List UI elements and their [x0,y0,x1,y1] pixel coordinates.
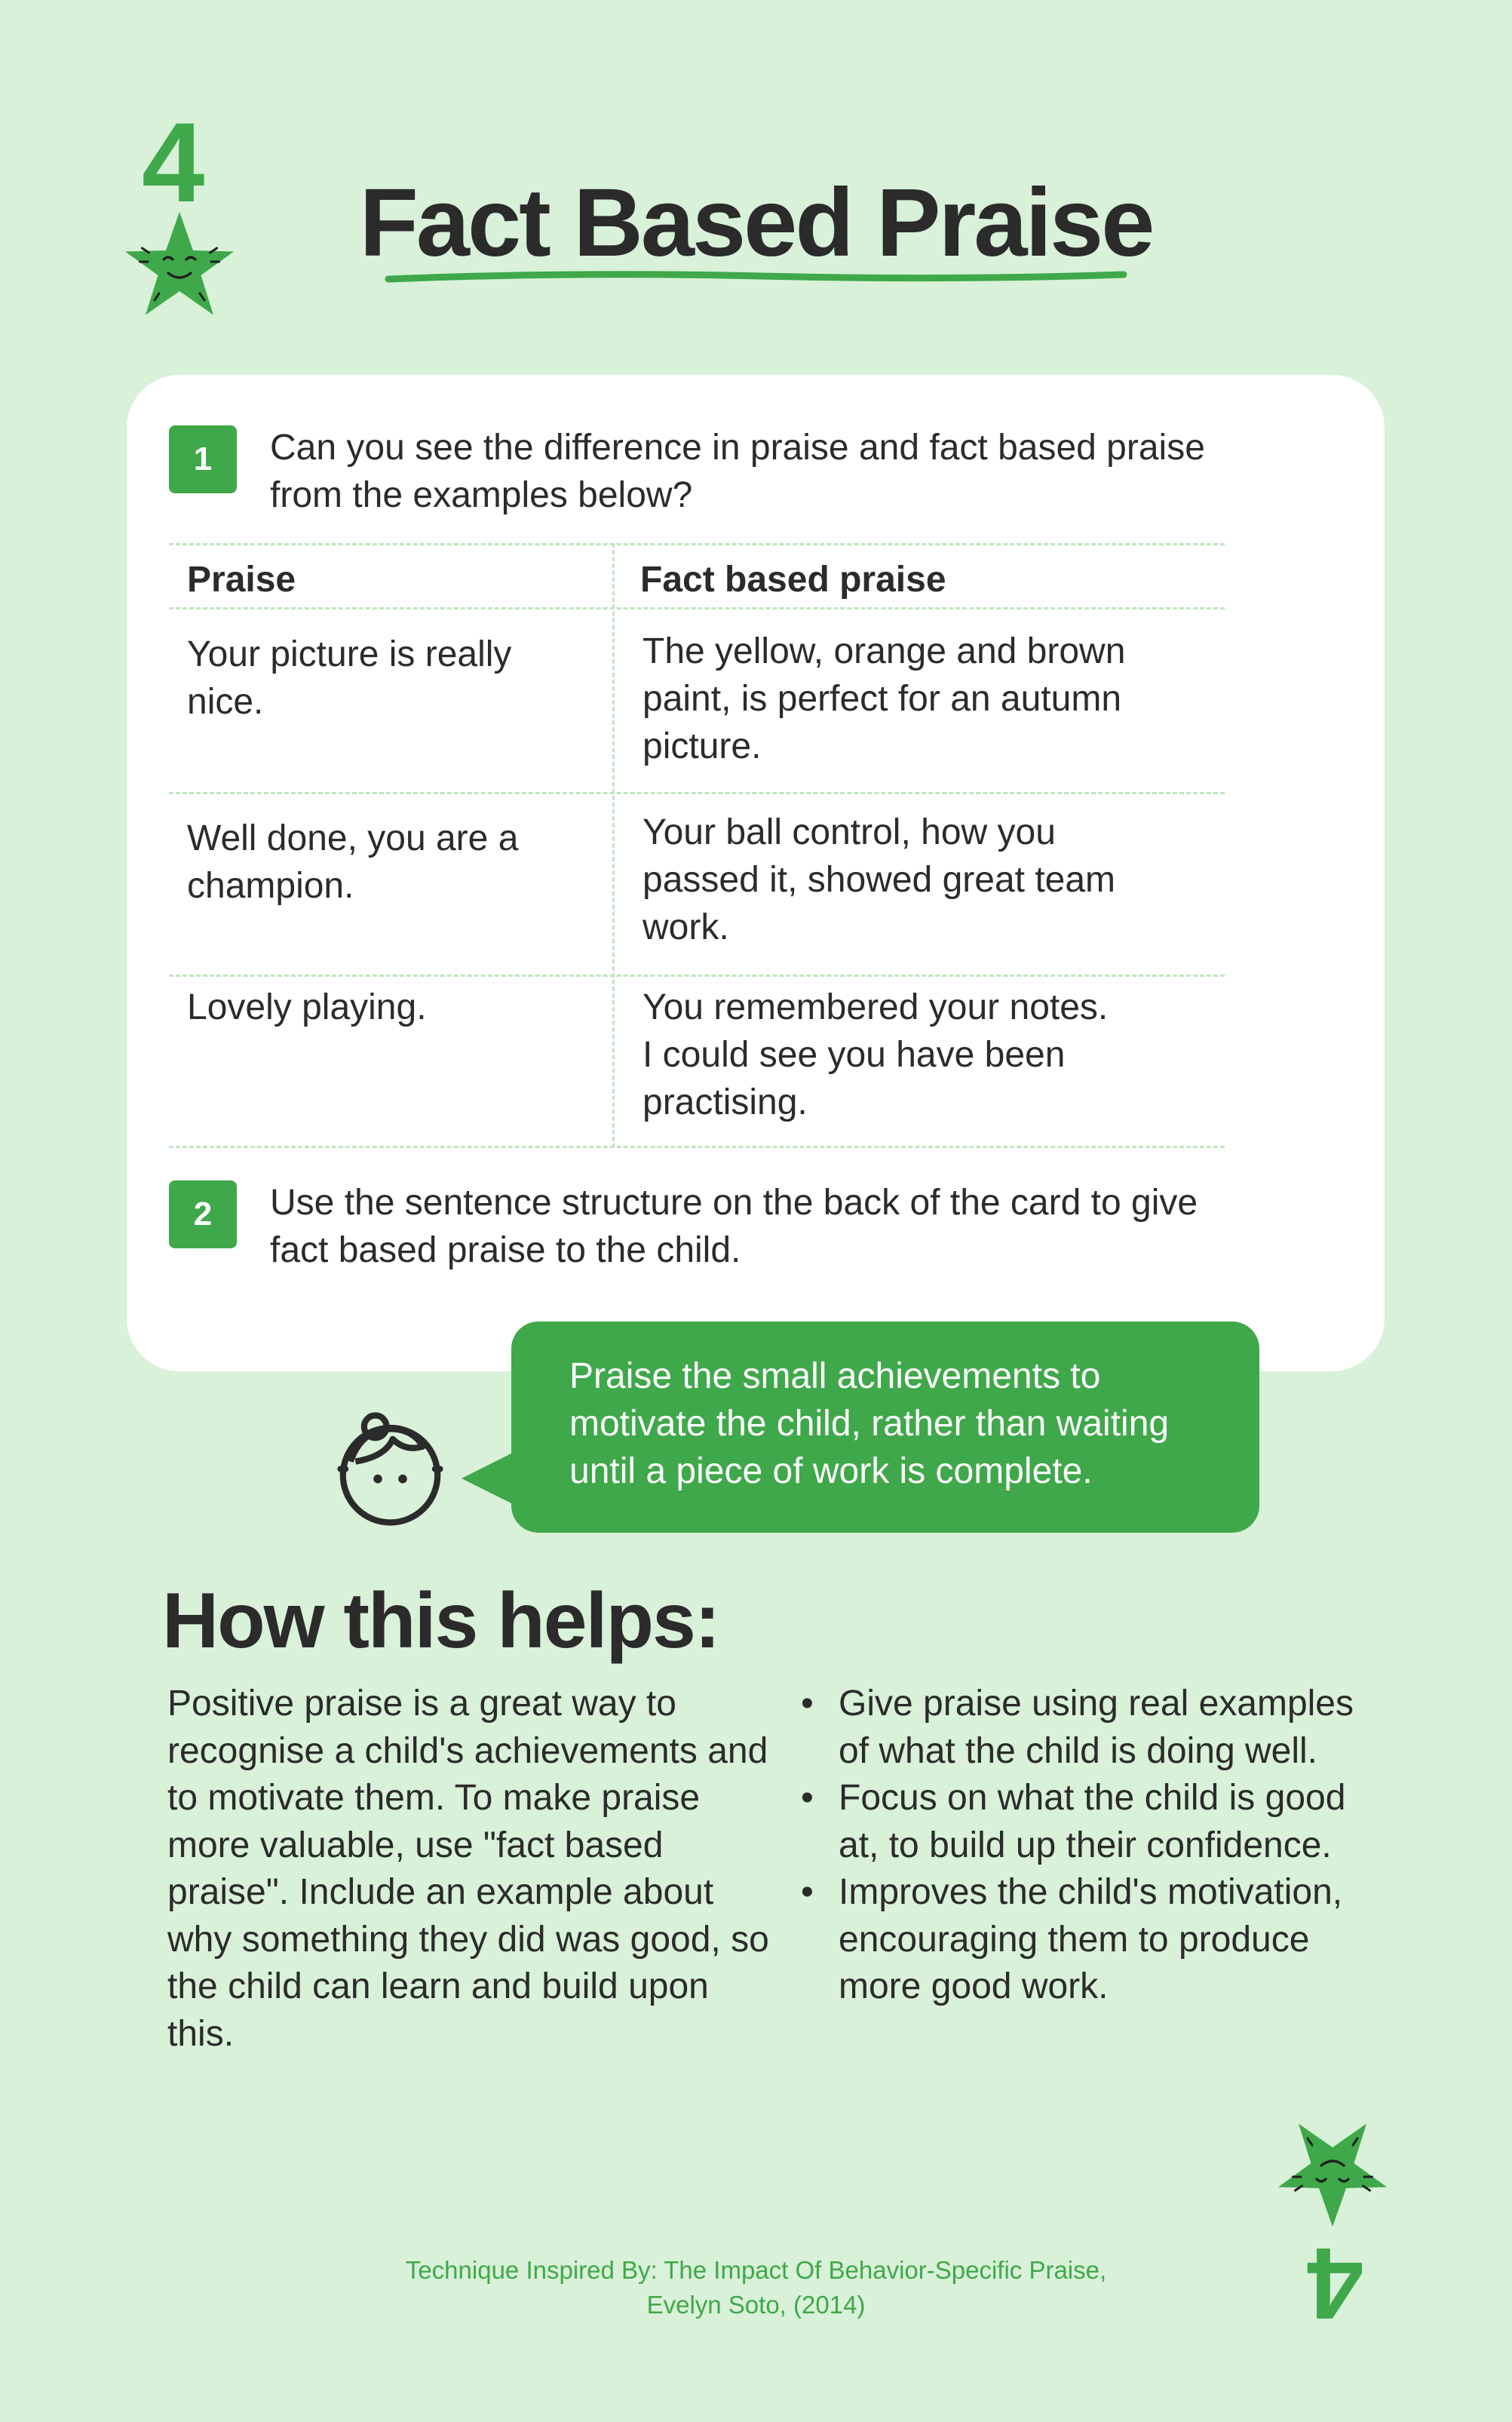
list-item: • Improves the child's motivation, encouraging them to produce more good work. [801,1869,1382,2011]
list-item: • Focus on what the child is good at, to build up their confidence. [801,1775,1382,1869]
step-2-text: Use the sentence structure on the back of the card to give fact based praise to the child. [270,1183,1198,1270]
footer-line-1: Technique Inspired By: The Impact Of Behavior-Specific Praise, [405,2256,1107,2284]
table-cell: Well done, you are a champion. [187,818,519,906]
step-1-text: Can you see the difference in praise and fact based praise from the examples below? [270,428,1205,515]
table-cell: The yellow, orange and brown paint, is perfect for an autumn picture. [643,631,1126,766]
table-cell: Your picture is really nice. [187,634,512,722]
table-divider [169,975,1225,977]
bubble-tail [462,1448,522,1509]
table-column-divider [612,543,615,1148]
list-item: • Give praise using real examples of what the child is doing well. [801,1681,1382,1775]
helps-paragraph: Positive praise is a great way to recognise a child's achievements and to motivate them. To make praise more valuable, use "fact based praise". Include an example about why something they did was good, so the child can learn and build upon this. [167,1684,769,2054]
table-cell: Your ball control, how you passed it, showed great team work. [643,812,1116,947]
table-divider [169,1146,1225,1148]
praise-comparison-table [169,543,1225,1148]
title-underline [385,266,1127,288]
child-face-icon [328,1407,452,1531]
star-mascot-icon [1276,2116,1389,2229]
step-badge-2: 2 [169,1180,237,1248]
footer-line-2: Evelyn Soto, (2014) [646,2291,866,2319]
tip-text: Praise the small achievements to motivate the child, rather than waiting until a piece of work is complete. [569,1356,1170,1491]
page-title: Fact Based Praise [359,169,1153,277]
card-number-rotated: 4 [1307,2227,1364,2341]
table-header-fact-based: Fact based praise [640,560,946,600]
table-divider [169,607,1225,609]
footer-citation [0,2253,1512,2322]
step-badge-1: 1 [169,425,237,493]
helps-bullet-list [801,1681,1382,2011]
card-number: 4 [142,99,205,226]
table-header-praise: Praise [187,560,296,600]
section-title: How this helps: [162,1577,719,1665]
table-divider [169,792,1225,794]
table-cell: Lovely playing. [187,987,427,1027]
table-cell: You remembered your notes. I could see you have been practising. [643,987,1109,1122]
table-divider [169,543,1225,545]
